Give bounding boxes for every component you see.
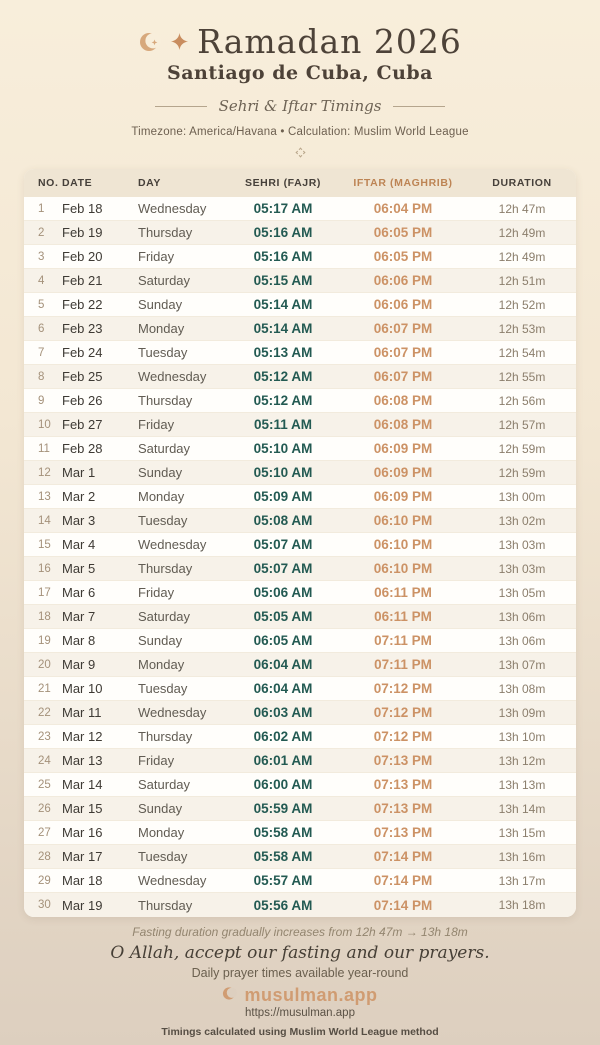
cell-iftar: 06:10 PM (373, 537, 433, 552)
cell-date: Feb 23 (62, 321, 103, 336)
cell-sehri: 06:05 AM (253, 633, 313, 648)
table-row (24, 869, 576, 893)
cell-duration: 12h 56m (498, 393, 546, 408)
cell-sehri: 05:10 AM (253, 441, 313, 456)
cell-iftar: 06:09 PM (373, 465, 433, 480)
cell-iftar: 06:08 PM (373, 393, 433, 408)
cell-day: Saturday (138, 273, 191, 288)
cell-sehri: 05:08 AM (253, 513, 313, 528)
cell-iftar: 06:06 PM (373, 297, 433, 312)
cell-date: Mar 18 (62, 873, 103, 888)
table-row (24, 821, 576, 845)
cell-day: Tuesday (138, 345, 188, 360)
cell-sehri: 06:04 AM (253, 681, 313, 696)
table-row (24, 653, 576, 677)
cell-iftar: 07:13 PM (373, 777, 433, 792)
cell-day: Wednesday (138, 369, 207, 384)
cell-day: Wednesday (138, 201, 207, 216)
cell-iftar: 07:12 PM (373, 681, 433, 696)
cell-no: 20 (38, 658, 51, 671)
cell-no: 19 (38, 634, 51, 647)
cell-duration: 13h 05m (498, 585, 546, 600)
cell-iftar: 07:13 PM (373, 825, 433, 840)
column-header-duration: DURATION (492, 177, 552, 189)
cell-sehri: 05:06 AM (253, 585, 313, 600)
cell-date: Feb 19 (62, 225, 103, 240)
cell-day: Thursday (138, 897, 193, 913)
cell-no: 16 (38, 562, 51, 575)
column-header-no: NO. (38, 177, 59, 189)
cell-day: Tuesday (138, 681, 188, 696)
cell-no: 15 (38, 538, 51, 551)
table-row (24, 317, 576, 341)
cell-duration: 13h 09m (498, 705, 546, 720)
page-header (0, 0, 600, 156)
cell-duration: 13h 16m (498, 849, 546, 864)
cell-duration: 13h 07m (498, 657, 546, 672)
column-header-date: DATE (62, 177, 93, 189)
table-row (24, 773, 576, 797)
cell-iftar: 07:11 PM (374, 657, 432, 672)
timezone-calculation-meta: Timezone: America/Havana • Calculation: Muslim World League (131, 126, 469, 138)
cell-duration: 13h 08m (498, 681, 546, 696)
cell-day: Thursday (138, 729, 193, 744)
cell-no: 7 (38, 346, 45, 359)
cell-iftar: 06:05 PM (373, 249, 433, 264)
cell-date: Feb 18 (62, 201, 103, 216)
cell-date: Mar 17 (62, 849, 103, 864)
cell-duration: 13h 18m (498, 898, 546, 912)
cell-iftar: 06:09 PM (373, 441, 433, 456)
cell-day: Saturday (138, 777, 191, 792)
cell-sehri: 05:10 AM (253, 465, 313, 480)
cell-sehri: 05:15 AM (253, 273, 313, 288)
table-row (24, 893, 576, 917)
cell-no: 24 (38, 754, 51, 767)
cell-date: Mar 2 (62, 489, 96, 504)
cell-iftar: 06:05 PM (373, 225, 433, 240)
cell-date: Mar 3 (62, 513, 96, 528)
location-title: Santiago de Cuba, Cuba (166, 62, 433, 84)
table-row (24, 581, 576, 605)
availability-text: Daily prayer times available year-round (191, 966, 409, 980)
cell-day: Monday (138, 657, 185, 672)
cell-day: Wednesday (138, 873, 207, 888)
cell-day: Friday (138, 249, 175, 264)
cell-sehri: 05:07 AM (253, 561, 313, 576)
subtitle: Sehri & Iftar Timings (218, 97, 382, 115)
cell-sehri: 05:16 AM (253, 249, 313, 264)
cell-date: Mar 15 (62, 801, 103, 816)
duration-trend-note: Fasting duration gradually increases from 12h 47m → 13h 18m (132, 925, 468, 939)
cell-no: 28 (38, 850, 51, 863)
table-row (24, 845, 576, 869)
cell-sehri: 05:59 AM (253, 801, 313, 816)
cell-day: Monday (138, 825, 185, 840)
table-row (24, 749, 576, 773)
cell-no: 29 (38, 874, 51, 887)
cell-duration: 12h 59m (498, 465, 546, 480)
cell-duration: 12h 55m (498, 369, 546, 384)
cell-no: 22 (38, 706, 51, 719)
cell-no: 26 (38, 802, 51, 815)
cell-duration: 13h 03m (498, 561, 546, 576)
cell-iftar: 07:11 PM (374, 633, 432, 648)
cell-sehri: 05:11 AM (253, 417, 313, 432)
cell-no: 8 (38, 370, 45, 383)
cell-date: Mar 16 (62, 825, 103, 840)
cell-day: Friday (138, 753, 175, 768)
cell-no: 9 (38, 394, 45, 407)
cell-date: Mar 1 (62, 465, 96, 480)
crescent-moon-icon (222, 986, 237, 1006)
cell-no: 18 (38, 610, 51, 623)
cell-duration: 12h 49m (498, 225, 546, 240)
table-header-row (24, 169, 576, 197)
cell-iftar: 07:13 PM (373, 801, 433, 816)
table-row (24, 293, 576, 317)
cell-date: Feb 28 (62, 441, 103, 456)
cell-day: Sunday (138, 633, 183, 648)
page-title: Ramadan 2026 (197, 22, 462, 61)
cell-no: 14 (38, 514, 51, 527)
cell-day: Tuesday (138, 849, 188, 864)
cell-iftar: 06:09 PM (373, 489, 433, 504)
table-row (24, 365, 576, 389)
table-row (24, 341, 576, 365)
cell-duration: 13h 14m (498, 801, 546, 816)
cell-no: 21 (38, 682, 51, 695)
cell-date: Mar 10 (62, 681, 103, 696)
cell-sehri: 05:58 AM (253, 849, 313, 864)
cell-sehri: 05:14 AM (253, 297, 313, 312)
cell-iftar: 07:12 PM (373, 705, 433, 720)
cell-no: 4 (38, 274, 45, 287)
cell-iftar: 07:13 PM (373, 753, 433, 768)
cell-no: 6 (38, 322, 45, 335)
cell-duration: 12h 57m (498, 417, 546, 432)
cell-day: Sunday (138, 801, 183, 816)
cell-no: 27 (38, 826, 51, 839)
table-row (24, 797, 576, 821)
cell-duration: 13h 13m (498, 777, 546, 792)
cell-sehri: 06:00 AM (253, 777, 313, 792)
cell-sehri: 05:58 AM (253, 825, 313, 840)
cell-date: Mar 6 (62, 585, 96, 600)
cell-no: 13 (38, 490, 51, 503)
cell-date: Mar 12 (62, 729, 103, 744)
column-header-iftar: IFTAR (MAGHRIB) (353, 177, 453, 189)
cell-date: Mar 14 (62, 777, 103, 792)
cell-iftar: 06:07 PM (373, 369, 433, 384)
cell-duration: 12h 49m (498, 249, 546, 264)
column-header-day: DAY (138, 177, 162, 189)
title-row (0, 22, 600, 61)
cell-iftar: 06:11 PM (374, 585, 432, 600)
cell-sehri: 05:07 AM (253, 537, 313, 552)
table-row (24, 629, 576, 653)
cell-no: 5 (38, 298, 45, 311)
cell-day: Friday (138, 417, 175, 432)
cell-sehri: 05:13 AM (253, 345, 313, 360)
cell-iftar: 07:14 PM (373, 849, 433, 864)
table-row (24, 725, 576, 749)
cell-day: Thursday (138, 225, 193, 240)
cell-sehri: 05:12 AM (253, 369, 313, 384)
cell-duration: 12h 47m (498, 201, 546, 216)
cell-sehri: 05:16 AM (253, 225, 313, 240)
cell-date: Mar 19 (62, 897, 103, 913)
cell-sehri: 06:04 AM (253, 657, 313, 672)
cell-day: Friday (138, 585, 175, 600)
cell-iftar: 06:10 PM (373, 513, 433, 528)
cell-date: Mar 8 (62, 633, 96, 648)
cell-duration: 13h 00m (498, 489, 546, 504)
column-header-sehri: SEHRI (FAJR) (244, 177, 322, 189)
cell-duration: 13h 12m (498, 753, 546, 768)
cell-iftar: 07:14 PM (373, 897, 433, 913)
cell-duration: 12h 59m (498, 441, 546, 456)
sparkle-icon (171, 33, 188, 50)
divider-line-right (393, 106, 445, 107)
timings-table (24, 169, 576, 917)
cell-duration: 13h 15m (498, 825, 546, 840)
table-row (24, 221, 576, 245)
cell-no: 2 (38, 226, 45, 239)
cell-day: Wednesday (138, 537, 207, 552)
cell-sehri: 05:09 AM (253, 489, 313, 504)
cell-day: Monday (138, 321, 185, 336)
cell-iftar: 06:07 PM (373, 321, 433, 336)
cell-day: Monday (138, 489, 185, 504)
cell-duration: 13h 10m (498, 729, 546, 744)
cell-day: Sunday (138, 465, 183, 480)
cell-date: Mar 4 (62, 537, 96, 552)
cell-no: 1 (38, 202, 45, 215)
cell-date: Feb 27 (62, 417, 103, 432)
cell-iftar: 06:11 PM (374, 609, 432, 624)
dua-text: O Allah, accept our fasting and our prayers. (110, 943, 490, 963)
table-row (24, 413, 576, 437)
table-row (24, 437, 576, 461)
cell-sehri: 06:02 AM (253, 729, 313, 744)
table-row (24, 533, 576, 557)
cell-duration: 13h 03m (498, 537, 546, 552)
table-row (24, 269, 576, 293)
table-row (24, 677, 576, 701)
cell-iftar: 07:14 PM (373, 873, 433, 888)
table-row (24, 245, 576, 269)
table-row (24, 461, 576, 485)
cell-date: Feb 26 (62, 393, 103, 408)
cell-day: Tuesday (138, 513, 188, 528)
cell-day: Saturday (138, 441, 191, 456)
table-row (24, 485, 576, 509)
cell-no: 3 (38, 250, 45, 263)
brand-url[interactable]: https://musulman.app (245, 1007, 355, 1019)
cell-iftar: 06:06 PM (373, 273, 433, 288)
cell-duration: 12h 53m (498, 321, 546, 336)
cell-sehri: 05:17 AM (253, 201, 313, 216)
cell-date: Mar 13 (62, 753, 103, 768)
cell-no: 25 (38, 778, 51, 791)
table-row (24, 605, 576, 629)
cell-day: Thursday (138, 393, 193, 408)
cell-iftar: 06:04 PM (373, 201, 433, 216)
cell-no: 17 (38, 586, 51, 599)
cell-date: Feb 20 (62, 249, 103, 264)
page-footer (0, 925, 600, 1038)
cell-duration: 13h 06m (498, 633, 546, 648)
cell-sehri: 05:12 AM (253, 393, 313, 408)
cell-date: Feb 22 (62, 297, 103, 312)
table-row (24, 197, 576, 221)
cell-duration: 12h 51m (498, 273, 546, 288)
brand-link[interactable] (0, 985, 600, 1006)
table-row (24, 701, 576, 725)
cell-iftar: 06:10 PM (373, 561, 433, 576)
cell-duration: 13h 06m (498, 609, 546, 624)
cell-iftar: 07:12 PM (373, 729, 433, 744)
cell-iftar: 06:08 PM (373, 417, 433, 432)
diamond-ornament-icon (295, 148, 305, 158)
cell-day: Wednesday (138, 705, 207, 720)
cell-date: Mar 5 (62, 561, 96, 576)
cell-duration: 13h 02m (498, 513, 546, 528)
cell-date: Mar 7 (62, 609, 96, 624)
cell-no: 30 (38, 899, 51, 911)
brand-name: musulman.app (244, 985, 378, 1005)
cell-sehri: 06:03 AM (253, 705, 313, 720)
cell-date: Feb 24 (62, 345, 103, 360)
calculation-method-note: Timings calculated using Muslim World League method (161, 1026, 439, 1038)
table-row (24, 557, 576, 581)
cell-sehri: 05:56 AM (253, 897, 313, 913)
cell-sehri: 06:01 AM (253, 753, 313, 768)
crescent-moon-icon (138, 30, 162, 54)
cell-duration: 12h 52m (498, 297, 546, 312)
cell-sehri: 05:05 AM (253, 609, 313, 624)
subtitle-divider (0, 97, 600, 115)
cell-day: Sunday (138, 297, 183, 312)
cell-sehri: 05:14 AM (253, 321, 313, 336)
cell-sehri: 05:57 AM (253, 873, 313, 888)
cell-duration: 12h 54m (498, 345, 546, 360)
cell-date: Feb 21 (62, 273, 103, 288)
divider-line-left (155, 106, 207, 107)
cell-no: 10 (38, 418, 51, 431)
cell-no: 11 (38, 442, 50, 455)
cell-iftar: 06:07 PM (373, 345, 433, 360)
cell-date: Mar 9 (62, 657, 96, 672)
table-row (24, 509, 576, 533)
table-body (24, 197, 576, 917)
cell-duration: 13h 17m (498, 873, 546, 888)
cell-day: Saturday (138, 609, 191, 624)
cell-no: 12 (38, 466, 51, 479)
cell-day: Thursday (138, 561, 193, 576)
cell-date: Feb 25 (62, 369, 103, 384)
cell-no: 23 (38, 730, 51, 743)
cell-date: Mar 11 (62, 705, 102, 720)
table-row (24, 389, 576, 413)
